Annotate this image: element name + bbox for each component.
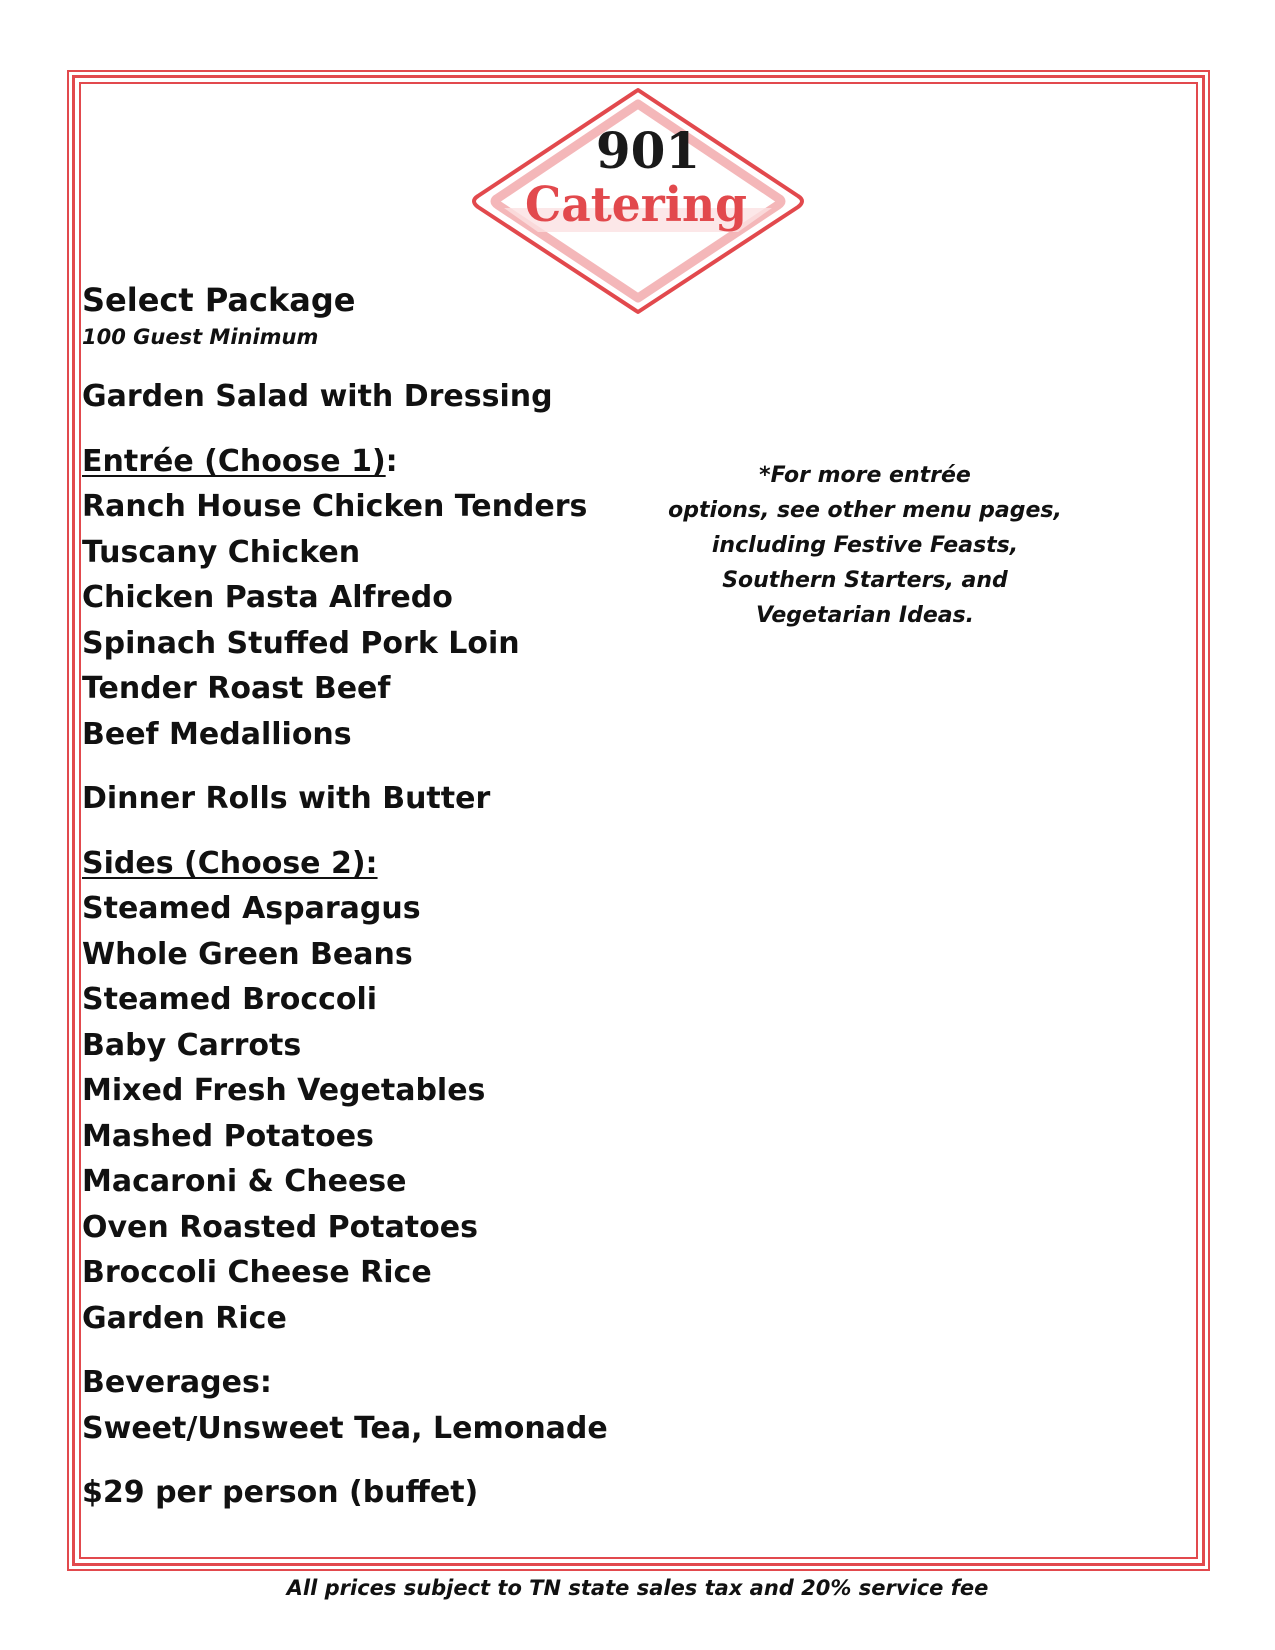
entree-item: Tuscany Chicken [82, 534, 361, 570]
entree-options-note [660, 458, 1070, 633]
logo-number: 901 [595, 121, 701, 180]
entree-item: Beef Medallions [82, 716, 352, 752]
side-item: Oven Roasted Potatoes [82, 1209, 478, 1245]
beverages-item: Sweet/Unsweet Tea, Lemonade [82, 1410, 608, 1446]
sides-heading [82, 841, 642, 887]
note-line: *For more entrée [759, 463, 971, 488]
side-item: Mashed Potatoes [82, 1118, 374, 1154]
entree-item: Tender Roast Beef [82, 671, 391, 706]
note-line: Vegetarian Ideas. [755, 603, 975, 628]
entree-item: Chicken Pasta Alfredo [82, 580, 453, 615]
logo-word: Catering [525, 177, 747, 233]
pricing-disclaimer: All prices subject to TN state sales tax and 20% service fee [286, 1576, 989, 1600]
side-item: Whole Green Beans [82, 936, 413, 972]
salad-item: Garden Salad with Dressing [82, 379, 553, 414]
rolls-item: Dinner Rolls with Butter [82, 781, 491, 816]
side-item: Mixed Fresh Vegetables [82, 1073, 486, 1108]
side-item: Steamed Asparagus [82, 891, 421, 926]
note-line: options, see other menu pages, [668, 498, 1062, 523]
side-item: Steamed Broccoli [82, 982, 378, 1017]
beverages-heading: Beverages: [82, 1365, 272, 1400]
side-item: Baby Carrots [82, 1027, 302, 1063]
price: $29 per person (buffet) [82, 1475, 479, 1510]
entree-heading-label: Entrée (Choose 1) [82, 443, 386, 479]
entree-item: Ranch House Chicken Tenders [82, 489, 588, 524]
entree-heading [82, 439, 642, 485]
menu-content [82, 278, 642, 1516]
entree-item: Spinach Stuffed Pork Loin [82, 625, 520, 661]
side-item: Macaroni & Cheese [82, 1164, 407, 1199]
guest-minimum: 100 Guest Minimum [82, 325, 319, 349]
note-line: Southern Starters, and [722, 568, 1008, 593]
package-title: Select Package [82, 281, 356, 319]
side-item: Broccoli Cheese Rice [82, 1255, 432, 1290]
note-line: including Festive Feasts, [711, 533, 1019, 558]
side-item: Garden Rice [82, 1300, 287, 1336]
sides-heading-label: Sides (Choose 2): [82, 845, 378, 881]
entree-heading-colon: : [385, 443, 398, 479]
